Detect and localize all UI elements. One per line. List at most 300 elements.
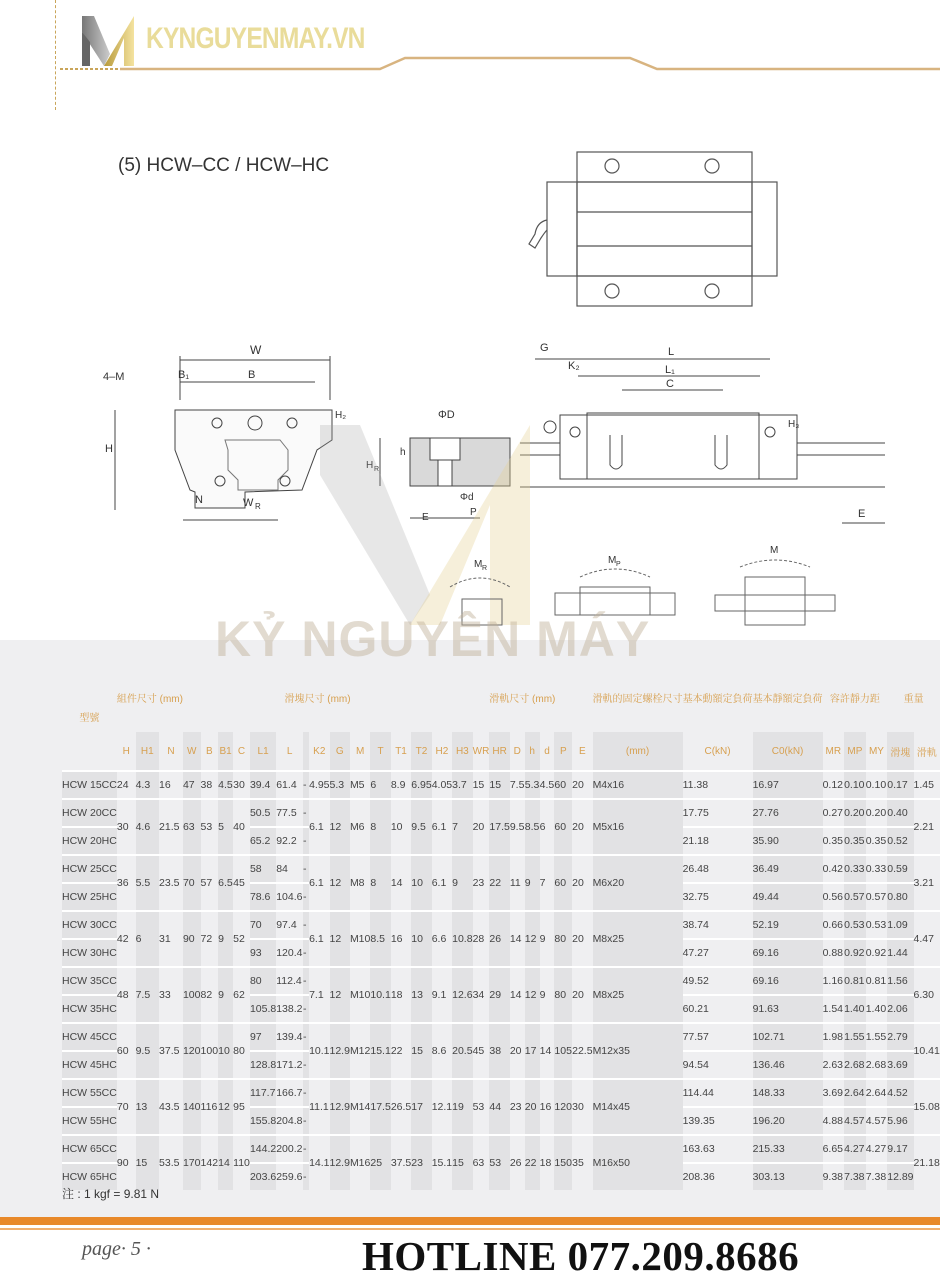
table-cell: 259.6 xyxy=(276,1171,303,1183)
section-title: (5) HCW–CC / HCW–HC xyxy=(118,155,330,176)
brand-name: KYNGUYENMAY.VN xyxy=(146,22,365,55)
table-cell: 6.95 xyxy=(411,771,431,799)
table-cell: 6 xyxy=(136,911,159,967)
table-cell: 60 xyxy=(554,771,572,799)
table-cell: 139.35 xyxy=(682,1115,715,1127)
table-cell: 2.63 xyxy=(822,1059,843,1071)
col-header: H1 xyxy=(136,732,159,771)
table-cell: 17.5 xyxy=(370,1079,390,1135)
table-cell: 28 xyxy=(473,911,490,967)
svg-text:L: L xyxy=(668,346,675,358)
svg-text:C: C xyxy=(666,378,674,390)
svg-text:E: E xyxy=(422,512,429,523)
table-cell: - xyxy=(303,883,309,911)
table-cell: 20 xyxy=(572,855,592,911)
table-cell: 57 xyxy=(201,855,219,911)
table-cell: 16.97 xyxy=(753,771,823,799)
table-cell: 53 xyxy=(201,799,219,855)
col-header: D xyxy=(513,745,521,757)
table-cell: 100 xyxy=(201,1023,219,1079)
table-cell: 163.63 xyxy=(683,1135,753,1163)
table-cell: 11.38 xyxy=(683,771,753,799)
table-cell: 18 xyxy=(391,967,411,1023)
table-cell: 4.6 xyxy=(136,799,159,855)
table-cell: 6.1 xyxy=(309,799,329,855)
table-cell: 37.5 xyxy=(391,1135,411,1190)
table-cell: 95 xyxy=(233,1079,250,1135)
table-cell: 4.57 xyxy=(865,1115,887,1127)
table-cell: 6.65 xyxy=(823,1135,845,1163)
table-cell: 26 xyxy=(510,1135,525,1190)
table-cell: - xyxy=(303,967,309,995)
table-cell: 53.5 xyxy=(159,1135,183,1190)
table-cell: 110 xyxy=(233,1135,250,1190)
table-cell: 0.81 xyxy=(866,967,888,995)
table-cell: 26.48 xyxy=(683,855,753,883)
table-cell: HCW 45CC xyxy=(62,1023,117,1051)
table-cell: 6.6 xyxy=(432,911,452,967)
table-cell: 36.49 xyxy=(753,855,823,883)
col-header: M xyxy=(355,745,365,757)
table-cell: 80 xyxy=(233,1023,250,1079)
col-header: 滑軌 xyxy=(916,747,937,759)
table-cell: 20 xyxy=(572,799,592,855)
table-cell: 12 xyxy=(525,911,540,967)
table-cell: 2.79 xyxy=(887,1023,913,1051)
table-cell: 4.27 xyxy=(866,1135,888,1163)
table-cell: 12.6 xyxy=(452,967,472,1023)
table-cell: 0.52 xyxy=(887,827,913,855)
table-cell: HCW 25CC xyxy=(62,855,117,883)
col-group-bolt: 滑軌的固定螺栓尺寸 xyxy=(592,693,683,705)
table-cell: 47.27 xyxy=(682,947,709,959)
table-cell: M6 xyxy=(350,799,370,855)
table-cell: 70 xyxy=(183,855,201,911)
table-cell: - xyxy=(303,799,309,827)
col-header: T xyxy=(370,732,390,771)
table-cell: 150 xyxy=(554,1135,572,1190)
table-cell: 144.2 xyxy=(250,1135,276,1163)
col-group-assembly: 組件尺寸 (mm) xyxy=(116,693,183,705)
table-cell: 24 xyxy=(117,771,136,799)
table-cell: 0.57 xyxy=(865,891,887,903)
table-cell: 78.6 xyxy=(250,883,276,911)
table-cell: 58 xyxy=(250,855,276,883)
table-cell: 0.20 xyxy=(844,799,866,827)
table-cell: 60 xyxy=(117,1023,136,1079)
table-cell: 12 xyxy=(330,911,350,967)
table-cell: 15.08 xyxy=(914,1079,940,1135)
table-cell: 21.18 xyxy=(682,835,709,847)
table-cell: 9.38 xyxy=(822,1171,843,1183)
table-cell: 30 xyxy=(572,1079,592,1135)
table-cell: HCW 20HC xyxy=(62,827,117,855)
table-cell: 63 xyxy=(473,1135,490,1190)
table-cell: 49.44 xyxy=(753,883,823,911)
col-group-rail: 滑軌尺寸 (mm) xyxy=(489,693,556,705)
table-cell: 120 xyxy=(554,1079,572,1135)
table-cell: M14 xyxy=(350,1079,370,1135)
table-cell: 10 xyxy=(218,1023,233,1079)
col-header: B1 xyxy=(218,732,233,771)
table-cell: 0.80 xyxy=(887,883,913,911)
table-cell: 1.54 xyxy=(822,1003,843,1015)
table-cell: 60 xyxy=(554,855,572,911)
col-header: C0(kN) xyxy=(753,732,823,771)
table-cell: 2.64 xyxy=(866,1079,888,1107)
table-cell: 0.40 xyxy=(887,799,913,827)
svg-text:ΦD: ΦD xyxy=(438,409,455,421)
header-divider xyxy=(0,55,940,85)
table-cell: 80 xyxy=(554,911,572,967)
col-header: HR xyxy=(489,732,509,771)
table-cell: 22 xyxy=(391,1023,411,1079)
table-cell: 17 xyxy=(525,1023,540,1079)
table-cell: 0.33 xyxy=(866,855,888,883)
table-cell: 20 xyxy=(525,1079,540,1135)
table-row xyxy=(62,1079,940,1107)
table-cell: 7 xyxy=(452,799,472,855)
table-cell: 136.46 xyxy=(753,1051,823,1079)
table-cell: 14 xyxy=(510,911,525,967)
table-cell: 12 xyxy=(218,1079,233,1135)
table-cell: 65.2 xyxy=(250,827,276,855)
table-cell: 15 xyxy=(136,1135,159,1190)
table-cell: 32.75 xyxy=(682,891,709,903)
table-cell: 0.12 xyxy=(823,771,845,799)
table-cell: 138.2 xyxy=(276,1003,303,1015)
table-cell: 35 xyxy=(572,1135,592,1190)
table-cell: 9 xyxy=(540,911,555,967)
svg-text:Φd: Φd xyxy=(460,492,474,503)
table-cell: 8.9 xyxy=(391,771,411,799)
table-cell: 100 xyxy=(183,967,201,1023)
col-header: d xyxy=(544,745,550,757)
table-cell: 70 xyxy=(250,911,276,939)
table-cell: 6.5 xyxy=(218,855,233,911)
table-cell: HCW 45HC xyxy=(62,1051,117,1079)
table-cell: 15 xyxy=(489,771,509,799)
table-cell: 26 xyxy=(489,911,509,967)
table-cell: 1.09 xyxy=(887,911,913,939)
table-cell: 84 xyxy=(276,855,303,883)
table-cell: 0.10 xyxy=(844,771,866,799)
table-cell: 171.2 xyxy=(276,1059,303,1071)
table-cell: 35.90 xyxy=(753,827,823,855)
table-cell: 0.42 xyxy=(823,855,845,883)
table-cell: 39.4 xyxy=(250,771,276,799)
table-cell: 33 xyxy=(159,967,183,1023)
table-cell: 70 xyxy=(117,1079,136,1135)
table-cell: 50.5 xyxy=(250,799,276,827)
table-cell: HCW 65HC xyxy=(62,1163,117,1190)
table-cell: 5.5 xyxy=(136,855,159,911)
table-cell: 114.44 xyxy=(683,1079,753,1107)
table-cell: 16 xyxy=(540,1079,555,1135)
svg-text:N: N xyxy=(195,494,203,506)
table-cell: 6.1 xyxy=(309,855,329,911)
table-cell: 77.57 xyxy=(683,1023,753,1051)
col-header: H2 xyxy=(435,745,449,757)
table-cell: 72 xyxy=(201,911,219,967)
table-cell: 42 xyxy=(117,911,136,967)
table-cell: 5.3 xyxy=(330,771,350,799)
table-cell: 18 xyxy=(540,1135,555,1190)
col-header: T1 xyxy=(395,745,407,757)
col-header: MY xyxy=(868,745,884,757)
table-cell: 23 xyxy=(510,1079,525,1135)
table-cell: M8x25 xyxy=(593,967,683,1023)
table-cell: 104.6 xyxy=(276,891,303,903)
table-cell: 52.19 xyxy=(753,911,823,939)
table-cell: 0.57 xyxy=(844,883,866,911)
table-cell: 155.8 xyxy=(250,1107,276,1135)
svg-text:G: G xyxy=(540,342,549,354)
table-cell: M4x16 xyxy=(593,771,683,799)
svg-text:H: H xyxy=(105,443,113,455)
unit-note: 注 : 1 kgf = 9.81 N xyxy=(62,1187,160,1201)
table-cell: 5.96 xyxy=(887,1107,913,1135)
page-number: page· 5 · xyxy=(82,1238,151,1260)
table-cell: 8.5 xyxy=(525,799,540,855)
table-cell: - xyxy=(303,855,309,883)
table-cell: 6.1 xyxy=(432,799,452,855)
table-cell: - xyxy=(303,995,309,1023)
col-header: 滑塊 xyxy=(887,732,913,771)
table-cell: 9 xyxy=(540,967,555,1023)
table-row xyxy=(62,1023,940,1051)
table-cell: 27.76 xyxy=(753,799,823,827)
table-cell: 16 xyxy=(391,911,411,967)
table-cell: 60.21 xyxy=(682,1003,709,1015)
table-cell: 30 xyxy=(233,771,250,799)
table-cell: 21.18 xyxy=(914,1135,940,1190)
table-cell: 7.38 xyxy=(844,1163,866,1190)
table-cell: 91.63 xyxy=(753,995,823,1023)
table-cell: 9 xyxy=(452,855,472,911)
table-cell: 0.17 xyxy=(887,771,913,799)
table-cell: - xyxy=(303,1051,309,1079)
table-cell: - xyxy=(303,1023,309,1051)
table-cell: 10 xyxy=(391,799,411,855)
col-header: N xyxy=(167,745,175,757)
table-cell: HCW 30CC xyxy=(62,911,117,939)
table-row xyxy=(62,855,940,883)
table-cell: 7.1 xyxy=(309,967,329,1023)
table-cell: 15.1 xyxy=(370,1023,390,1079)
table-cell: M6x20 xyxy=(593,855,683,911)
col-header: H xyxy=(122,745,130,757)
table-cell: 13 xyxy=(136,1079,159,1135)
table-cell: - xyxy=(303,1079,309,1107)
footer-line xyxy=(0,1228,940,1230)
table-cell: 77.5 xyxy=(276,799,303,827)
table-cell: HCW 55HC xyxy=(62,1107,117,1135)
table-cell: 63 xyxy=(183,799,201,855)
table-cell: 20 xyxy=(572,967,592,1023)
table-cell: 17.5 xyxy=(489,799,509,855)
svg-text:M: M xyxy=(474,559,483,570)
col-header: T2 xyxy=(411,732,431,771)
table-cell: 40 xyxy=(233,799,250,855)
table-cell: 69.16 xyxy=(753,939,823,967)
table-cell: M14x45 xyxy=(593,1079,683,1135)
table-cell: 1.44 xyxy=(887,939,913,967)
table-cell: 105.8 xyxy=(250,995,276,1023)
top-view-diagram xyxy=(520,150,780,310)
table-cell: HCW 15CC xyxy=(62,771,117,799)
table-cell: 38 xyxy=(201,771,219,799)
table-cell: 12 xyxy=(330,799,350,855)
table-cell: 0.66 xyxy=(823,911,845,939)
col-header: L xyxy=(286,745,293,757)
col-group-moment: 容許靜力距 xyxy=(829,693,880,705)
table-cell: HCW 25HC xyxy=(62,883,117,911)
col-group-weight: 重量 xyxy=(903,693,924,705)
table-cell: 0.53 xyxy=(844,911,866,939)
svg-text:W: W xyxy=(250,343,262,357)
col-model: 型號 xyxy=(79,712,100,724)
table-cell: HCW 20CC xyxy=(62,799,117,827)
table-cell: 11 xyxy=(510,855,525,911)
table-cell: 4.3 xyxy=(136,771,159,799)
table-cell: 47 xyxy=(183,771,201,799)
table-cell: 23 xyxy=(411,1135,431,1190)
table-cell: 9 xyxy=(218,911,233,967)
table-cell: 11.1 xyxy=(309,1079,329,1135)
table-cell: 20 xyxy=(510,1023,525,1079)
table-cell: 10.8 xyxy=(452,911,472,967)
svg-text:P: P xyxy=(616,561,621,568)
col-header: MP xyxy=(844,732,866,771)
table-cell: 12.9 xyxy=(330,1079,350,1135)
svg-text:M: M xyxy=(770,545,779,556)
table-cell: 20 xyxy=(572,771,592,799)
table-cell: 303.13 xyxy=(753,1163,823,1190)
svg-text:H₃: H₃ xyxy=(788,419,800,430)
table-cell: 120.4 xyxy=(276,947,303,959)
table-cell: 139.4 xyxy=(276,1023,303,1051)
col-header: P xyxy=(554,732,572,771)
table-cell: 80 xyxy=(250,967,276,995)
footer-bar xyxy=(0,1217,940,1225)
table-cell: 26.5 xyxy=(391,1079,411,1135)
table-cell: 204.8 xyxy=(276,1115,303,1127)
table-cell: 97 xyxy=(250,1023,276,1051)
col-header: W xyxy=(183,732,201,771)
table-cell: 6.1 xyxy=(432,855,452,911)
table-cell: 97.4 xyxy=(276,911,303,939)
table-cell: 60 xyxy=(554,799,572,855)
table-cell: 9.5 xyxy=(510,799,525,855)
table-cell: 8.6 xyxy=(432,1023,452,1079)
table-cell: 1.98 xyxy=(823,1023,845,1051)
table-cell: 4.05 xyxy=(432,771,452,799)
table-cell: 93 xyxy=(250,939,276,967)
table-cell: 19 xyxy=(452,1079,472,1135)
table-cell: 13 xyxy=(411,967,431,1023)
table-cell: 0.35 xyxy=(822,835,843,847)
table-cell: M8x25 xyxy=(593,911,683,967)
table-cell: 52 xyxy=(233,911,250,967)
table-cell: 30 xyxy=(117,799,136,855)
table-cell: 2.21 xyxy=(914,799,940,855)
table-cell: 140 xyxy=(183,1079,201,1135)
table-cell: 22 xyxy=(489,855,509,911)
table-cell: 38 xyxy=(489,1023,509,1079)
table-cell: 7.38 xyxy=(865,1171,887,1183)
table-cell: HCW 30HC xyxy=(62,939,117,967)
table-cell: 9 xyxy=(218,967,233,1023)
table-cell: 0.92 xyxy=(865,947,887,959)
table-cell: M16x50 xyxy=(593,1135,683,1190)
table-cell: 196.20 xyxy=(753,1107,823,1135)
table-cell: 170 xyxy=(183,1135,201,1190)
col-header: B xyxy=(206,745,213,757)
table-cell: 44 xyxy=(489,1079,509,1135)
table-cell: 14 xyxy=(510,967,525,1023)
col-group-static-load: 基本靜額定負荷 xyxy=(752,693,823,705)
table-cell: - xyxy=(303,939,309,967)
table-cell: 94.54 xyxy=(682,1059,709,1071)
table-cell: 8 xyxy=(370,799,390,855)
table-cell: - xyxy=(303,1107,309,1135)
table-cell: 0.56 xyxy=(822,891,843,903)
table-cell: M5x16 xyxy=(593,799,683,855)
table-cell: 102.71 xyxy=(753,1023,823,1051)
col-header: L1 xyxy=(250,732,276,771)
table-cell: 117.7 xyxy=(250,1079,276,1107)
table-cell: 20.5 xyxy=(452,1023,472,1079)
table-cell: 37.5 xyxy=(159,1023,183,1079)
table-cell: 69.16 xyxy=(753,967,823,995)
table-cell: 12 xyxy=(330,855,350,911)
table-cell: 7.5 xyxy=(136,967,159,1023)
svg-text:R: R xyxy=(482,565,488,572)
svg-text:K₂: K₂ xyxy=(568,360,580,372)
table-cell: 23 xyxy=(473,855,490,911)
table-cell: M16 xyxy=(350,1135,370,1190)
table-cell: 4.5 xyxy=(540,771,555,799)
table-cell: 0.33 xyxy=(844,855,866,883)
svg-text:W: W xyxy=(243,497,254,509)
table-row xyxy=(62,771,940,799)
table-cell: 6 xyxy=(370,771,390,799)
table-cell: 0.88 xyxy=(822,947,843,959)
table-cell: 116 xyxy=(201,1079,219,1135)
col-header: WR xyxy=(472,745,490,757)
table-cell: 5.3 xyxy=(525,771,540,799)
hotline: HOTLINE 077.209.8686 xyxy=(362,1233,800,1279)
table-cell: 1.45 xyxy=(914,771,940,799)
table-cell: HCW 35CC xyxy=(62,967,117,995)
table-cell: 2.68 xyxy=(844,1051,866,1079)
table-cell: 16 xyxy=(159,771,183,799)
table-cell: 15 xyxy=(411,1023,431,1079)
table-row xyxy=(62,967,940,995)
col-header: H3 xyxy=(452,732,472,771)
svg-text:h: h xyxy=(400,447,406,458)
table-cell: 0.92 xyxy=(844,939,866,967)
table-cell: 90 xyxy=(183,911,201,967)
table-cell: 9.5 xyxy=(411,799,431,855)
table-cell: 15 xyxy=(452,1135,472,1190)
table-cell: 12.1 xyxy=(432,1079,452,1135)
svg-text:B₁: B₁ xyxy=(178,369,190,381)
table-cell: 7.5 xyxy=(510,771,525,799)
table-cell: 10 xyxy=(411,855,431,911)
table-cell: 12.89 xyxy=(887,1163,913,1190)
